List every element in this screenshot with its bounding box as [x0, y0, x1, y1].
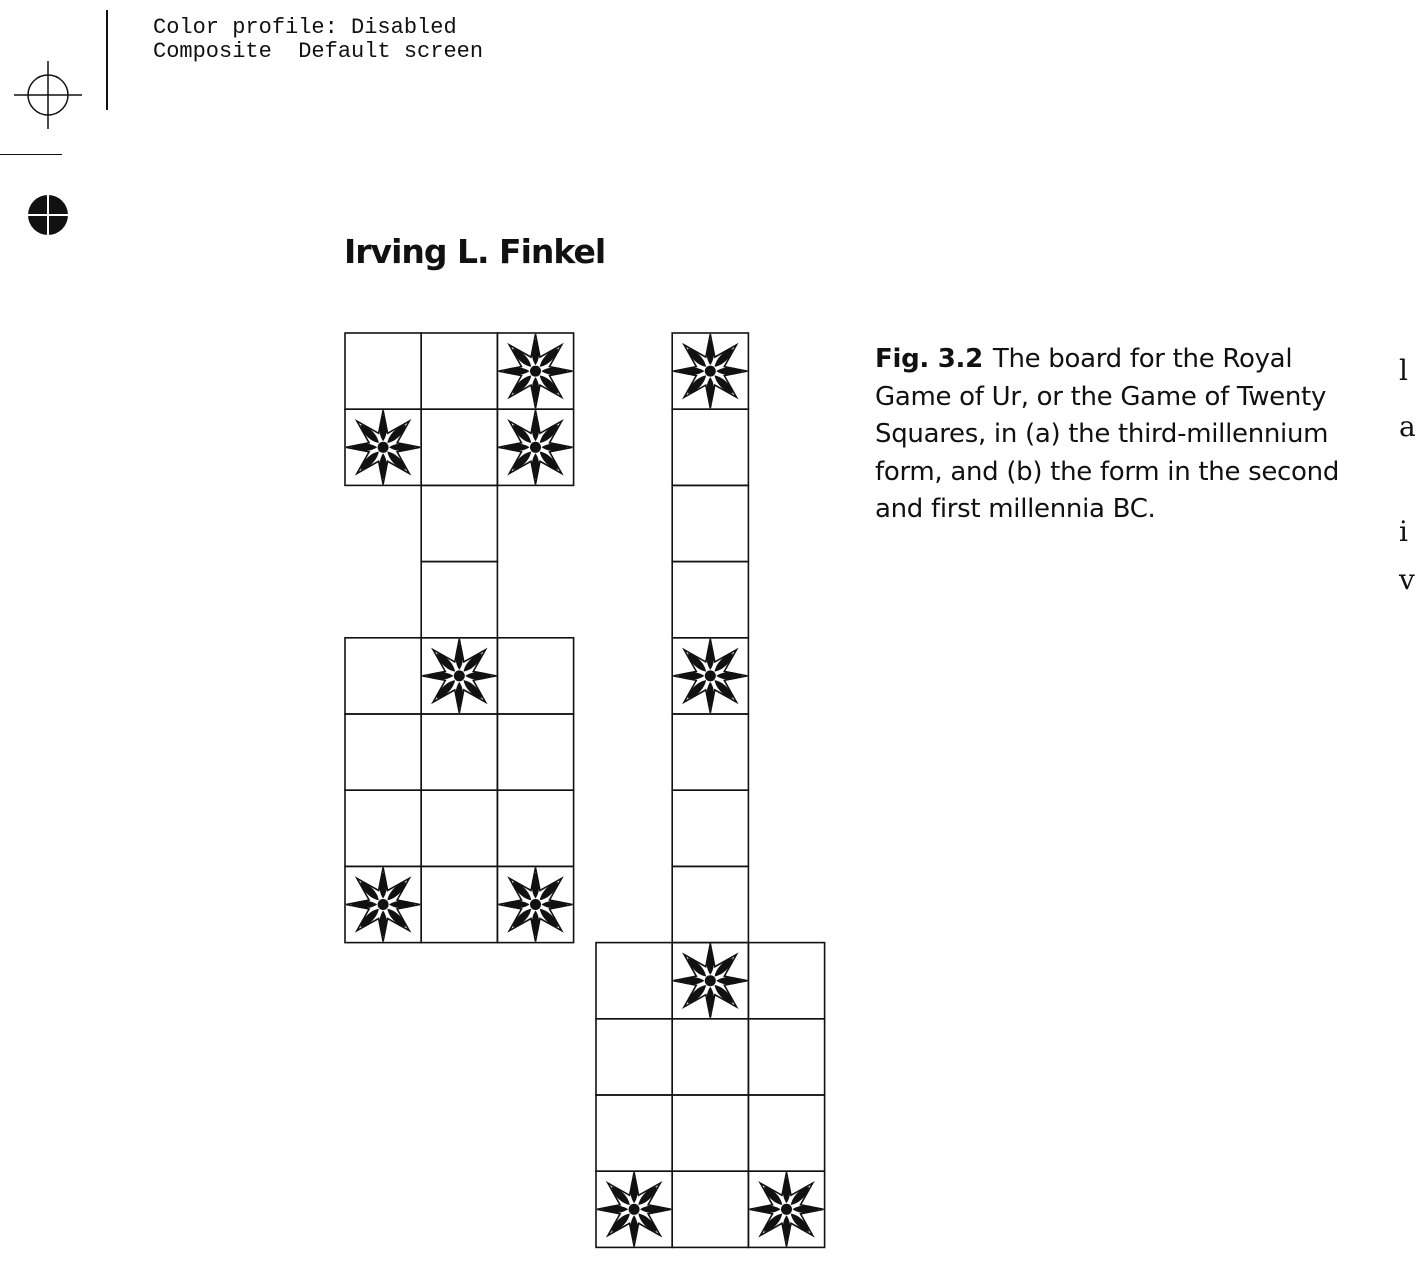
board-square — [421, 790, 497, 866]
board-square — [672, 714, 748, 790]
board-square — [345, 638, 421, 714]
board-square — [421, 409, 497, 485]
board-square — [672, 1171, 748, 1247]
board-square — [421, 714, 497, 790]
board-square — [345, 790, 421, 866]
board-square — [672, 409, 748, 485]
eight-petal-rosette-icon — [597, 1172, 671, 1246]
edge-glyph: l — [1399, 354, 1408, 387]
eight-petal-rosette-icon — [750, 1172, 824, 1246]
caption-line: form, and (b) the form in the second — [875, 456, 1340, 487]
board-third-millennium — [345, 333, 574, 943]
eight-petal-rosette-icon — [673, 639, 747, 713]
board-square — [748, 1095, 824, 1171]
board-square — [497, 638, 573, 714]
eight-petal-rosette-icon — [673, 334, 747, 408]
board-square — [421, 485, 497, 561]
running-head-author: Irving L. Finkel — [344, 232, 606, 271]
composite-line: Composite Default screen — [153, 39, 484, 64]
color-profile-line: Color profile: Disabled — [153, 15, 457, 40]
board-square — [672, 562, 748, 638]
eight-petal-rosette-icon — [673, 944, 747, 1018]
board-square — [596, 943, 672, 1019]
eight-petal-rosette-icon — [499, 868, 573, 942]
board-square — [748, 943, 824, 1019]
board-square — [497, 790, 573, 866]
board-square — [345, 333, 421, 409]
board-square — [345, 714, 421, 790]
board-square — [596, 1095, 672, 1171]
board-square — [497, 714, 573, 790]
board-square — [672, 790, 748, 866]
eight-petal-rosette-icon — [422, 639, 496, 713]
caption-line: Game of Ur, or the Game of Twenty — [875, 381, 1327, 412]
eight-petal-rosette-icon — [499, 410, 573, 484]
board-square — [672, 1095, 748, 1171]
board-square — [421, 562, 497, 638]
board-square — [672, 866, 748, 942]
board-square — [421, 866, 497, 942]
caption-line: The board for the Royal — [992, 344, 1293, 374]
board-second-and-first-millennia — [596, 333, 825, 1247]
board-square — [596, 1019, 672, 1095]
edge-glyph: a — [1399, 410, 1416, 443]
edge-glyph: i — [1399, 515, 1408, 548]
caption-line: and first millennia BC. — [875, 494, 1156, 525]
eight-petal-rosette-icon — [346, 868, 420, 942]
board-square — [748, 1019, 824, 1095]
board-square — [672, 1019, 748, 1095]
eight-petal-rosette-icon — [499, 334, 573, 408]
board-square — [672, 485, 748, 561]
figure-label: Fig. 3.2 — [875, 344, 983, 374]
eight-petal-rosette-icon — [346, 410, 420, 484]
edge-glyph: v — [1399, 563, 1415, 596]
figure-caption — [875, 341, 1375, 529]
board-square — [421, 333, 497, 409]
caption-line: Squares, in (a) the third-millennium — [875, 419, 1329, 450]
